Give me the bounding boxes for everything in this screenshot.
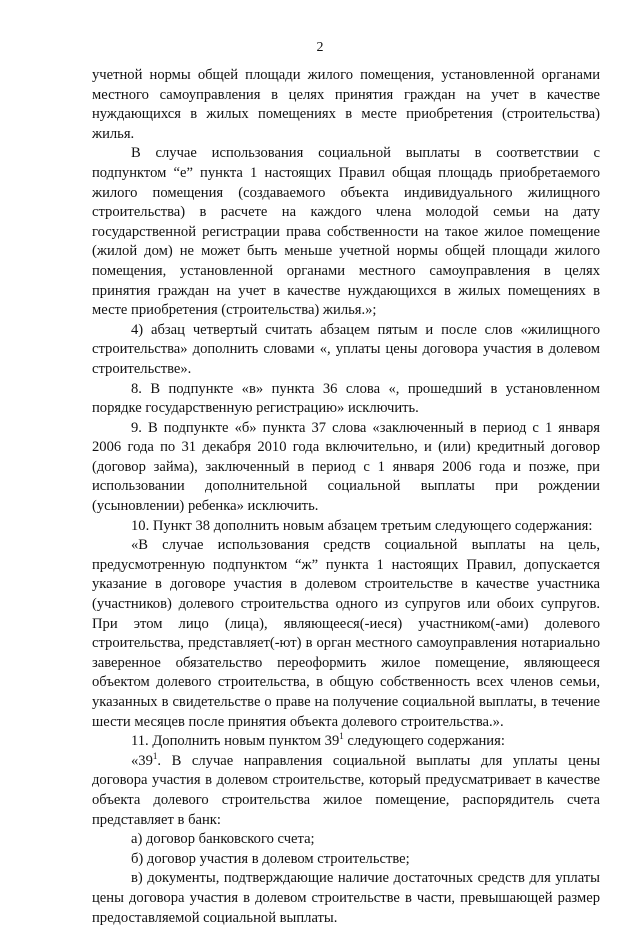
- paragraph-item-11-superscript: 1: [339, 731, 344, 742]
- list-item-v: в) документы, подтверждающие наличие достаточных средств для уплаты цены договора участия в долевом строительстве в части, превышающей размер предоставляемой социальной выплаты.: [92, 870, 600, 926]
- paragraph-living-area-requirement: В случае использования социальной выплаты в соответствии с подпунктом “е” пункта 1 настоящих Правил общая площадь приобретаемого жилого помещения (создаваемого объекта индивидуального жилищного строительства) в расчете на каждого члена молодой семьи на дату государственной регистрации права собственности на такое жилое помещение (жилой дом) не может быть меньше учетной нормы общей площади жилого помещения, установленной органами местного самоуправления в целях принятия граждан на учет в качестве нуждающихся в жилых помещениях в месте приобретения (строительства) жилья.»;: [92, 145, 600, 319]
- paragraph-item-8: 8. В подпункте «в» пункта 36 слова «, прошедший в установленном порядке государственную регистрацию» исключить.: [92, 380, 600, 417]
- paragraph-item-10: 10. Пункт 38 дополнить новым абзацем третьим следующего содержания:: [131, 517, 593, 534]
- paragraph-item-39-1-superscript: 1: [152, 750, 158, 761]
- paragraph-item-10-quote: «В случае использования средств социальной выплаты на цель, предусмотренную подпунктом “ж” пункта 1 настоящих Правил, допускается указание в договоре участия в долевом строительстве в качестве участника (участников) долевого строительства одного из супругов или обоих супругов. При этом лицо (лица), являющееся(-иеся) участником(-ами) долевого строительства, представляет(-ют) в орган местного самоуправления нотариально заверенное обязательство переоформить жилое помещение, являющееся объектом долевого строительства, в общую собственность всех членов семьи, указанных в свидетельстве о праве на получение социальной выплаты, в течение шести месяцев после принятия объекта долевого строительства.».: [92, 537, 600, 730]
- paragraph-item-9: 9. В подпункте «б» пункта 37 слова «заключенный в период с 1 января 2006 года по 31 декабря 2010 года включительно, и (или) кредитный договор (договор займа), заключенный в период с 1 января 2006 года и позже, при использовании дополнительной социальной выплаты при рождении (усыновлении) ребенка» исключить.: [92, 419, 600, 515]
- paragraph-item-11-before: 11. Дополнить новым пунктом 39: [131, 733, 340, 750]
- paragraph-item-39-1-before: «39: [131, 752, 153, 769]
- list-item-a: а) договор банковского счета;: [131, 831, 315, 848]
- paragraph-item-39-1-after: . В случае направления социальной выплаты для уплаты цены договора участия в долевом строительстве, который предусматривает в качестве объекта долевого строительства жилое помещение, распорядитель счета представляет в банк:: [92, 752, 600, 828]
- paragraph-item-4: 4) абзац четвертый считать абзацем пятым и после слов «жилищного строительства» дополнить словами «, уплаты цены договора участия в долевом строительстве».: [92, 321, 600, 377]
- page-number: 2: [316, 40, 324, 55]
- paragraph-item-11-after: следующего содержания:: [343, 733, 505, 750]
- paragraph-continuation: учетной нормы общей площади жилого помещения, установленной органами местного самоуправления в целях принятия граждан на учет в качестве нуждающихся в жилых помещениях в месте приобретения (строительства) жилья.: [92, 67, 600, 142]
- document-body: [92, 66, 600, 928]
- list-item-b: б) договор участия в долевом строительстве;: [131, 850, 410, 867]
- paragraph-item-39-1: [92, 752, 600, 830]
- paragraph-item-11: [92, 732, 600, 752]
